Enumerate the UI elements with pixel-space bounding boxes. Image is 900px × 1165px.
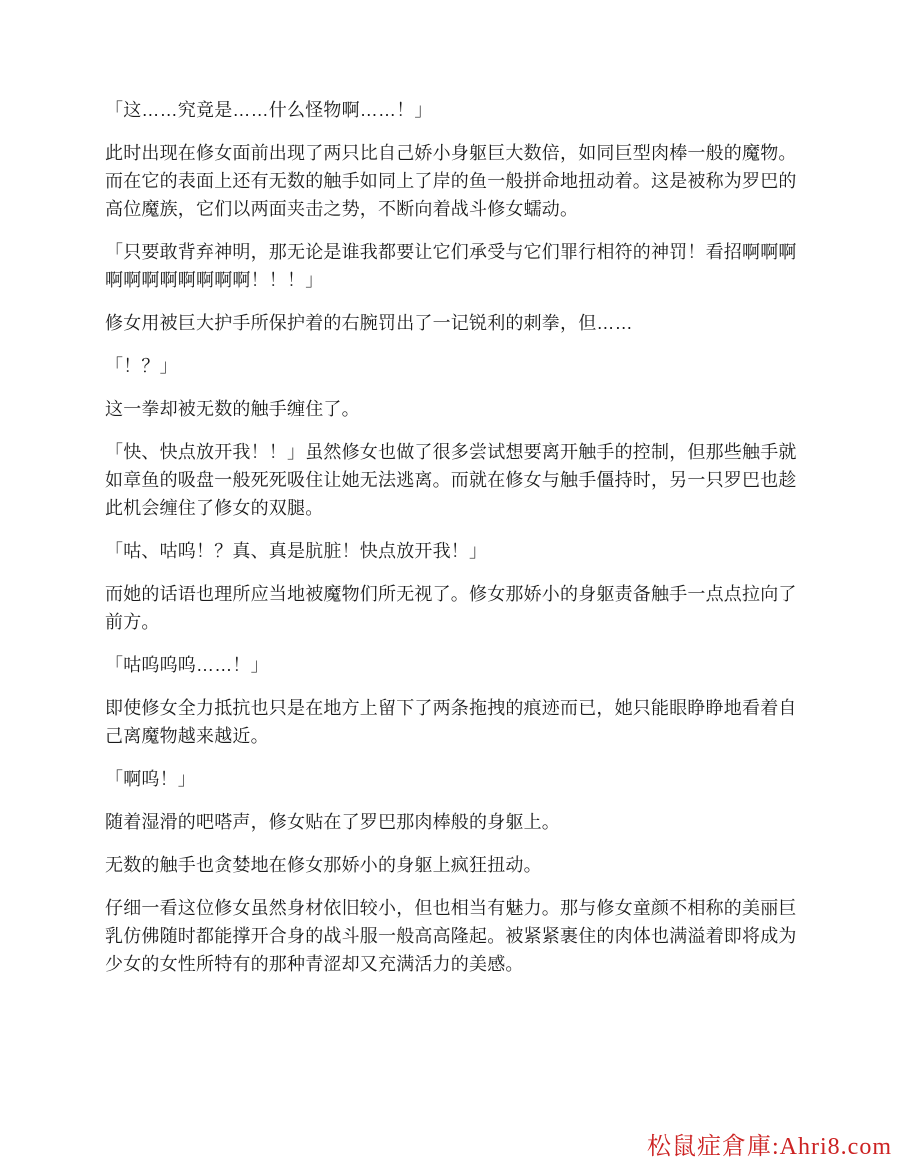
narration-paragraph: 即使修女全力抵抗也只是在地方上留下了两条拖拽的痕迹而已，她只能眼睁睁地看着自己离魔物越来越近。: [105, 698, 797, 746]
narration-paragraph: 修女用被巨大护手所保护着的右腕罚出了一记锐利的刺拳，但……: [105, 313, 633, 333]
narration-paragraph: 此时出现在修女面前出现了两只比自己娇小身躯巨大数倍，如同巨型肉棒一般的魔物。而在它的表面上还有无数的触手如同上了岸的鱼一般拼命地扭动着。这是被称为罗巴的高位魔族，它们以两面夹击之势，不断向着战斗修女蠕动。: [105, 143, 797, 219]
narration-paragraph: 「快、快点放开我！！」虽然修女也做了很多尝试想要离开触手的控制，但那些触手就如章鱼的吸盘一般死死吸住让她无法逃离。而就在修女与触手僵持时，另一只罗巴也趁此机会缠住了修女的双腿。: [105, 442, 797, 518]
narration-paragraph: 而她的话语也理所应当地被魔物们所无视了。修女那娇小的身躯责备触手一点点拉向了前方。: [105, 584, 797, 632]
dialogue-line: 「只要敢背弃神明，那无论是谁我都要让它们承受与它们罪行相符的神罚！看招啊啊啊啊啊啊啊啊啊啊啊！！！」: [105, 242, 797, 290]
site-watermark: 松鼠症倉庫:Ahri8.com: [647, 1134, 892, 1160]
narration-paragraph: 随着湿滑的吧嗒声，修女贴在了罗巴那肉棒般的身躯上。: [105, 812, 560, 832]
dialogue-line: 「！？」: [105, 356, 178, 376]
dialogue-line: 「这……究竟是……什么怪物啊……！」: [105, 100, 433, 120]
narration-paragraph: 这一拳却被无数的触手缠住了。: [105, 399, 360, 419]
narration-paragraph: 仔细一看这位修女虽然身材依旧较小，但也相当有魅力。那与修女童颜不相称的美丽巨乳仿佛随时都能撑开合身的战斗服一般高高隆起。被紧紧裹住的肉体也满溢着即将成为少女的女性所特有的那种青涩却又充满活力的美感。: [105, 898, 797, 974]
dialogue-line: 「啊呜！」: [105, 769, 196, 789]
dialogue-line: 「咕、咕呜！？真、真是肮脏！快点放开我！」: [105, 541, 488, 561]
story-text-column: [105, 96, 797, 993]
dialogue-line: 「咕呜呜呜……！」: [105, 655, 269, 675]
narration-paragraph: 无数的触手也贪婪地在修女那娇小的身躯上疯狂扭动。: [105, 855, 542, 875]
